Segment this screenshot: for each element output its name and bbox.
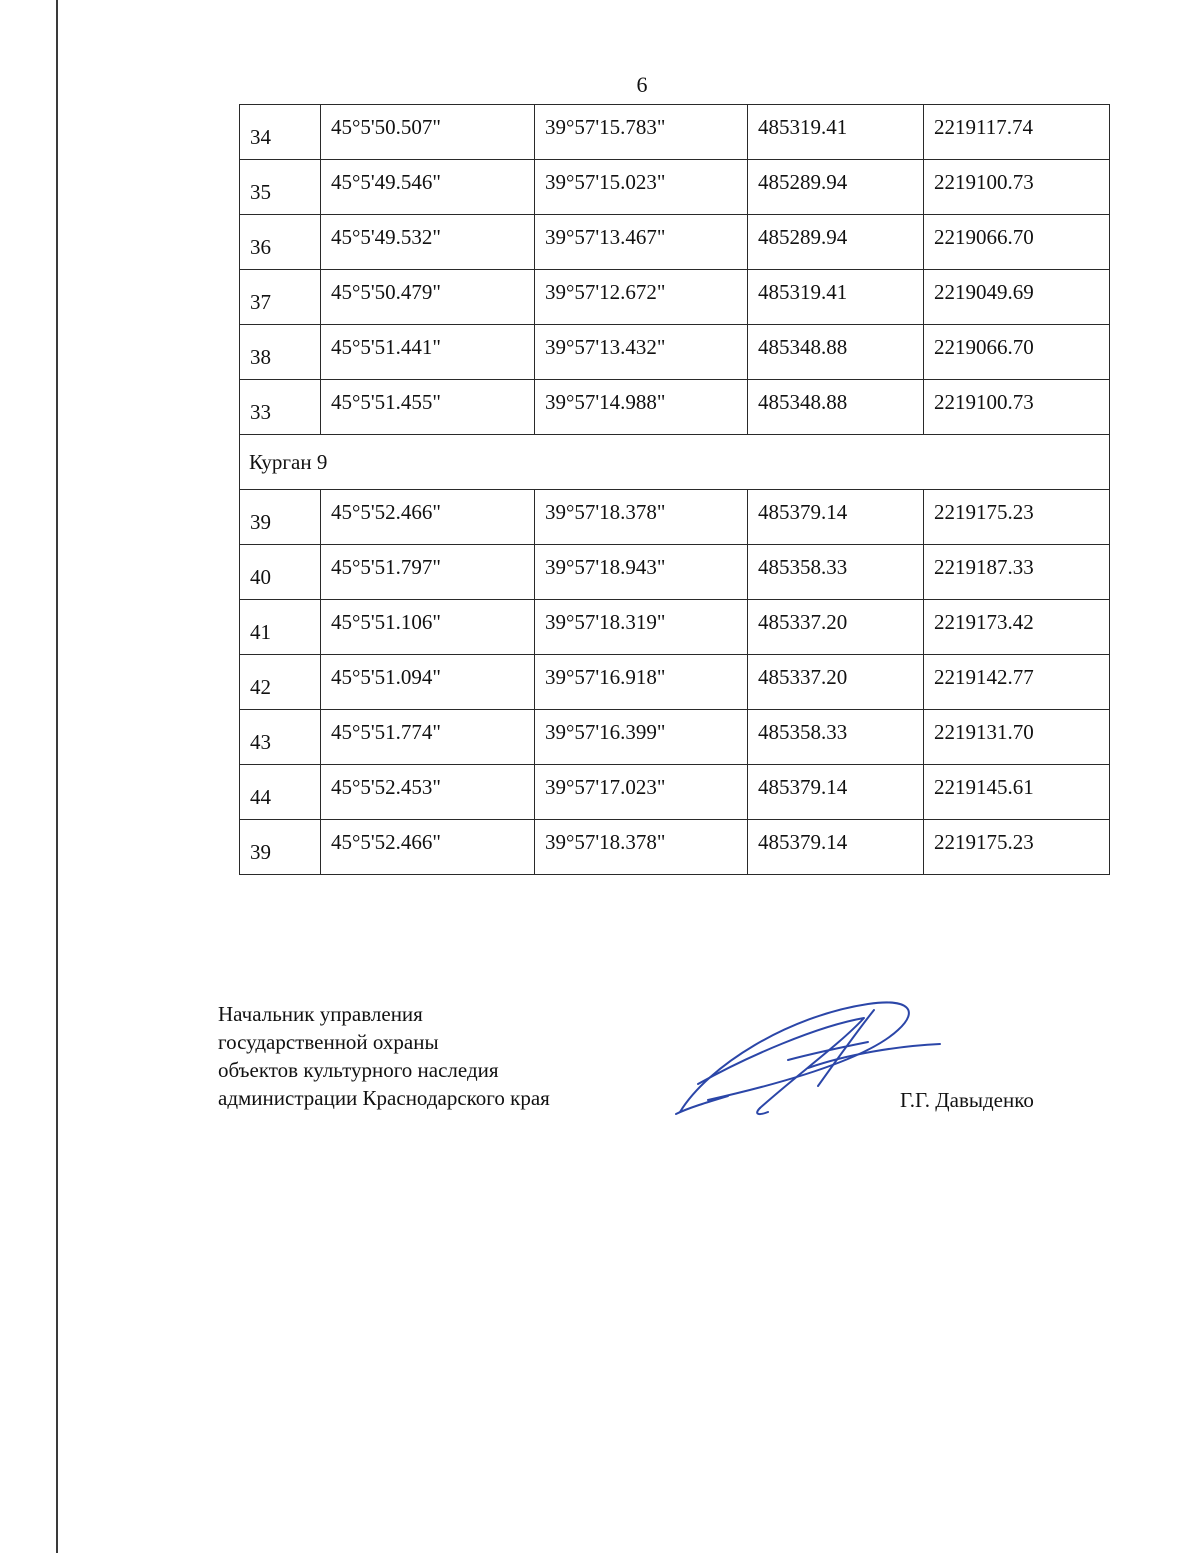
- y-coordinate-cell: 2219100.73: [924, 160, 1110, 215]
- latitude-cell: 45°5'51.094": [321, 655, 535, 710]
- table-row: [240, 820, 1110, 875]
- x-coordinate-cell: 485319.41: [748, 270, 924, 325]
- longitude-cell: 39°57'15.023": [535, 160, 748, 215]
- latitude-cell: 45°5'50.507": [321, 105, 535, 160]
- position-line: Начальник управления: [218, 1002, 423, 1026]
- latitude-cell: 45°5'51.797": [321, 545, 535, 600]
- table-row: [240, 105, 1110, 160]
- x-coordinate-cell: 485337.20: [748, 600, 924, 655]
- latitude-cell: 45°5'51.106": [321, 600, 535, 655]
- table-row: [240, 270, 1110, 325]
- point-number-cell: 36: [240, 215, 321, 270]
- point-number-cell: 39: [240, 490, 321, 545]
- latitude-cell: 45°5'52.453": [321, 765, 535, 820]
- point-number-cell: 42: [240, 655, 321, 710]
- x-coordinate-cell: 485379.14: [748, 820, 924, 875]
- scan-edge-line: [56, 0, 58, 1553]
- y-coordinate-cell: 2219175.23: [924, 490, 1110, 545]
- point-number-cell: 33: [240, 380, 321, 435]
- y-coordinate-cell: 2219117.74: [924, 105, 1110, 160]
- latitude-cell: 45°5'51.455": [321, 380, 535, 435]
- x-coordinate-cell: 485358.33: [748, 710, 924, 765]
- coordinates-table: [239, 104, 1110, 875]
- section-label: Курган 9: [240, 435, 1110, 490]
- table-row: [240, 765, 1110, 820]
- table-row: [240, 545, 1110, 600]
- longitude-cell: 39°57'15.783": [535, 105, 748, 160]
- y-coordinate-cell: 2219142.77: [924, 655, 1110, 710]
- table-row: [240, 600, 1110, 655]
- position-line: администрации Краснодарского края: [218, 1086, 550, 1110]
- point-number-cell: 40: [240, 545, 321, 600]
- y-coordinate-cell: 2219100.73: [924, 380, 1110, 435]
- position-line: государственной охраны: [218, 1030, 439, 1054]
- point-number-cell: 41: [240, 600, 321, 655]
- table-row: [240, 490, 1110, 545]
- x-coordinate-cell: 485358.33: [748, 545, 924, 600]
- y-coordinate-cell: 2219145.61: [924, 765, 1110, 820]
- y-coordinate-cell: 2219175.23: [924, 820, 1110, 875]
- position-line: объектов культурного наследия: [218, 1058, 499, 1082]
- longitude-cell: 39°57'18.378": [535, 490, 748, 545]
- page-number: 6: [636, 72, 648, 97]
- longitude-cell: 39°57'13.467": [535, 215, 748, 270]
- point-number-cell: 43: [240, 710, 321, 765]
- table-row: [240, 325, 1110, 380]
- point-number-cell: 39: [240, 820, 321, 875]
- latitude-cell: 45°5'52.466": [321, 490, 535, 545]
- x-coordinate-cell: 485289.94: [748, 160, 924, 215]
- point-number-cell: 34: [240, 105, 321, 160]
- coordinates-table-body: [240, 105, 1110, 875]
- table-row: [240, 655, 1110, 710]
- y-coordinate-cell: 2219066.70: [924, 215, 1110, 270]
- longitude-cell: 39°57'18.378": [535, 820, 748, 875]
- y-coordinate-cell: 2219049.69: [924, 270, 1110, 325]
- x-coordinate-cell: 485319.41: [748, 105, 924, 160]
- latitude-cell: 45°5'52.466": [321, 820, 535, 875]
- latitude-cell: 45°5'49.546": [321, 160, 535, 215]
- latitude-cell: 45°5'51.441": [321, 325, 535, 380]
- x-coordinate-cell: 485348.88: [748, 380, 924, 435]
- section-row: [240, 435, 1110, 490]
- point-number-cell: 35: [240, 160, 321, 215]
- y-coordinate-cell: 2219173.42: [924, 600, 1110, 655]
- table-row: [240, 215, 1110, 270]
- y-coordinate-cell: 2219187.33: [924, 545, 1110, 600]
- longitude-cell: 39°57'18.943": [535, 545, 748, 600]
- latitude-cell: 45°5'50.479": [321, 270, 535, 325]
- point-number-cell: 44: [240, 765, 321, 820]
- point-number-cell: 37: [240, 270, 321, 325]
- x-coordinate-cell: 485289.94: [748, 215, 924, 270]
- x-coordinate-cell: 485379.14: [748, 490, 924, 545]
- longitude-cell: 39°57'12.672": [535, 270, 748, 325]
- table-row: [240, 380, 1110, 435]
- x-coordinate-cell: 485337.20: [748, 655, 924, 710]
- longitude-cell: 39°57'17.023": [535, 765, 748, 820]
- longitude-cell: 39°57'16.918": [535, 655, 748, 710]
- longitude-cell: 39°57'14.988": [535, 380, 748, 435]
- signer-name: Г.Г. Давыденко: [900, 1088, 1034, 1112]
- latitude-cell: 45°5'51.774": [321, 710, 535, 765]
- x-coordinate-cell: 485379.14: [748, 765, 924, 820]
- x-coordinate-cell: 485348.88: [748, 325, 924, 380]
- y-coordinate-cell: 2219131.70: [924, 710, 1110, 765]
- longitude-cell: 39°57'16.399": [535, 710, 748, 765]
- table-row: [240, 710, 1110, 765]
- signatory-position: [218, 1000, 550, 1112]
- longitude-cell: 39°57'13.432": [535, 325, 748, 380]
- point-number-cell: 38: [240, 325, 321, 380]
- table-row: [240, 160, 1110, 215]
- latitude-cell: 45°5'49.532": [321, 215, 535, 270]
- longitude-cell: 39°57'18.319": [535, 600, 748, 655]
- y-coordinate-cell: 2219066.70: [924, 325, 1110, 380]
